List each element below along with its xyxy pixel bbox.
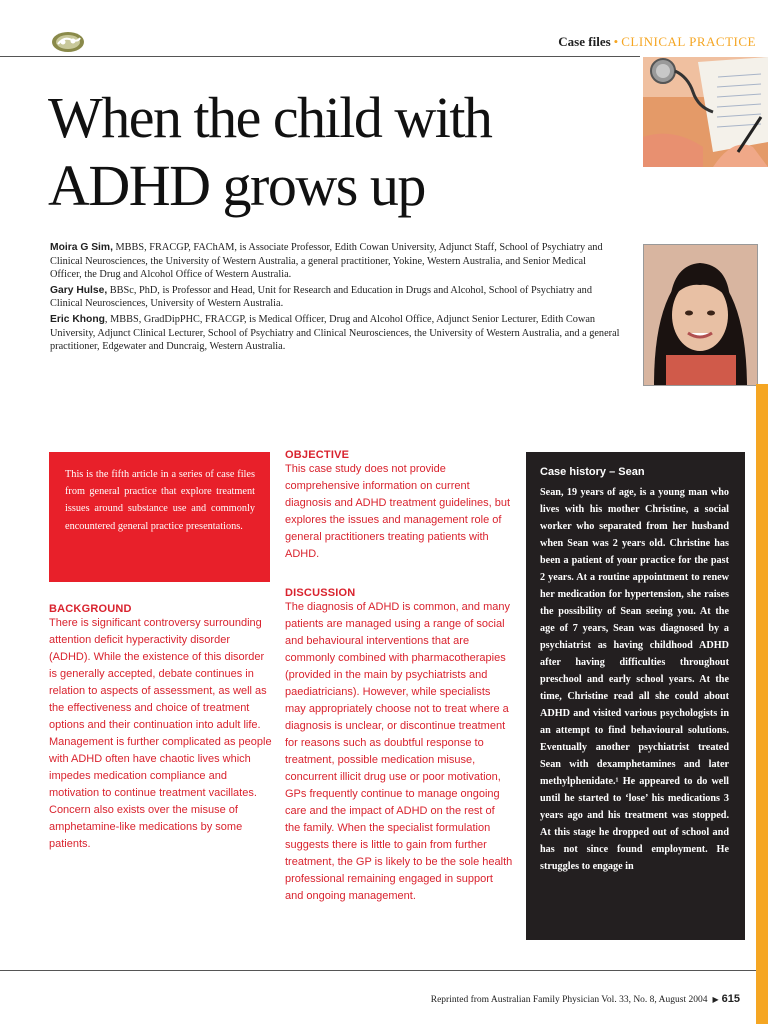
stethoscope-writing-photo — [643, 57, 768, 167]
objective-heading: OBJECTIVE — [285, 449, 350, 461]
series-intro-box — [49, 452, 270, 582]
orange-side-bar — [756, 384, 768, 1024]
author-credentials: , MBBS, GradDipPHC, FRACGP, is Medical Officer, Drug and Alcohol Office, Adjunct Senior Lecturer, Edith Cowan University, Adjunct Clinical Lecturer, School of Psychiatry and Clinical Neurosciences, the University of Western Australia, and a general practitioner, Edgewater and Duncraig, Western Australia. — [50, 313, 620, 353]
case-history-heading: Case history – Sean — [540, 466, 645, 478]
discussion-section — [285, 587, 513, 905]
footer-rule — [0, 970, 756, 971]
objective-text: This case study does not provide comprehensive information on current diagnosis and ADHD treatment guidelines, but explores the issues and management role of general practitioners treating patients with ADHD. — [285, 463, 511, 560]
title-line-1: When the child with — [48, 85, 492, 150]
page-number: 615 — [721, 993, 740, 1005]
footer-citation: Reprinted from Australian Family Physician Vol. 33, No. 8, August 2004 — [430, 995, 708, 1005]
header-category: CLINICAL PRACTICE — [621, 34, 756, 49]
author-entry — [50, 313, 620, 354]
stethoscope-photo-icon — [643, 57, 768, 167]
discussion-heading: DISCUSSION — [285, 587, 356, 599]
header-separator: • — [613, 34, 619, 49]
author-portrait — [643, 244, 758, 386]
author-name: Moira G Sim, — [50, 242, 113, 253]
author-entry — [50, 241, 620, 282]
objective-section — [285, 449, 513, 563]
author-credentials: BBSc, PhD, is Professor and Head, Unit for Research and Education in Drugs and Alcohol, School of Psychiatry and Clinical Neurosciences, University of Western Australia. — [50, 284, 592, 310]
series-intro-text: This is the fifth article in a series of case files from general practice that explore treatment issues around substance use and commonly encountered general practice presentations. — [65, 469, 255, 532]
author-credentials: MBBS, FRACGP, FAChAM, is Associate Professor, Edith Cowan University, Adjunct Staff, School of Psychiatry and Clinical Neurosciences, the University of Western Australia, a general practitioner, Yokine, Western Australia, and Senior Medical Officer, the Drug and Alcohol Office of Western Australia. — [50, 242, 603, 281]
background-section — [49, 603, 273, 853]
journal-logo-icon — [50, 30, 86, 54]
case-history-text: Sean, 19 years of age, is a young man who lives with his mother Christine, a social worker who separated from her husband when Sean was 2 years old. Christine has been a patient of your practice for the past 2 years. At a routine appointment to renew her medication for hypertension, she raises the possibility of Sean seeing you. At the age of 7 years, Sean was diagnosed by a psychiatrist as having childhood ADHD after having difficulties throughout preschool and early school years. At the time, Christine read all she could about ADHD and visited various psychologists in an attempt to find behavioural solutions. Eventually another psychiatrist treated Sean with dexamphetamines and later methylphenidate.¹ He appeared to do well until he started to ‘lose’ his medications 3 years ago and his treatment was stopped. At this stage he dropped out of school and has not since found employment. He struggles to engage in — [540, 487, 729, 872]
author-name: Gary Hulse, — [50, 284, 108, 296]
author-block — [50, 241, 620, 356]
portrait-photo-icon — [644, 245, 757, 385]
case-history-box — [526, 452, 745, 940]
footer — [380, 993, 740, 1005]
header-label — [500, 34, 756, 50]
discussion-text: The diagnosis of ADHD is common, and many patients are managed using a range of social and behavioural interventions that are commonly combined with pharmacotherapies (provided in the main by psychiatrists and paediatricians). However, while specialists may appropriately choose not to treat where a diagnosis is unclear, or discontinue treatment for reasons such as doubtful response to treatment, possible medication misuse, concurrent illicit drug use or poor motivation, GPs frequently continue to manage ongoing care and the impact of ADHD on the rest of the family. When the specialist formulation suggests there is little to gain from further treatment, the GP is likely to be the sole health professional remaining engaged in support and ongoing management. — [285, 601, 513, 902]
author-name: Eric Khong — [50, 313, 105, 325]
background-text: There is significant controversy surrounding attention deficit hyperactivity disorder (ADHD). While the existence of this disorder is generally accepted, debate continues in relation to aspects of assessment, as well as the effectiveness and choice of treatment options and their continuation into adult life. Management is further complicated as people with ADHD often have chaotic lives which impedes medication compliance and motivation to continue treatment vacillates. Concern also exists over the misuse of amphetamine-like medications by some patients. — [49, 617, 272, 850]
header-section: Case files — [558, 34, 611, 49]
header-rule — [0, 56, 640, 57]
title-line-2: ADHD grows up — [48, 153, 425, 218]
triangle-right-icon: ▶ — [712, 995, 719, 1004]
author-entry — [50, 284, 620, 311]
background-heading: BACKGROUND — [49, 603, 132, 615]
article-title — [48, 84, 628, 220]
